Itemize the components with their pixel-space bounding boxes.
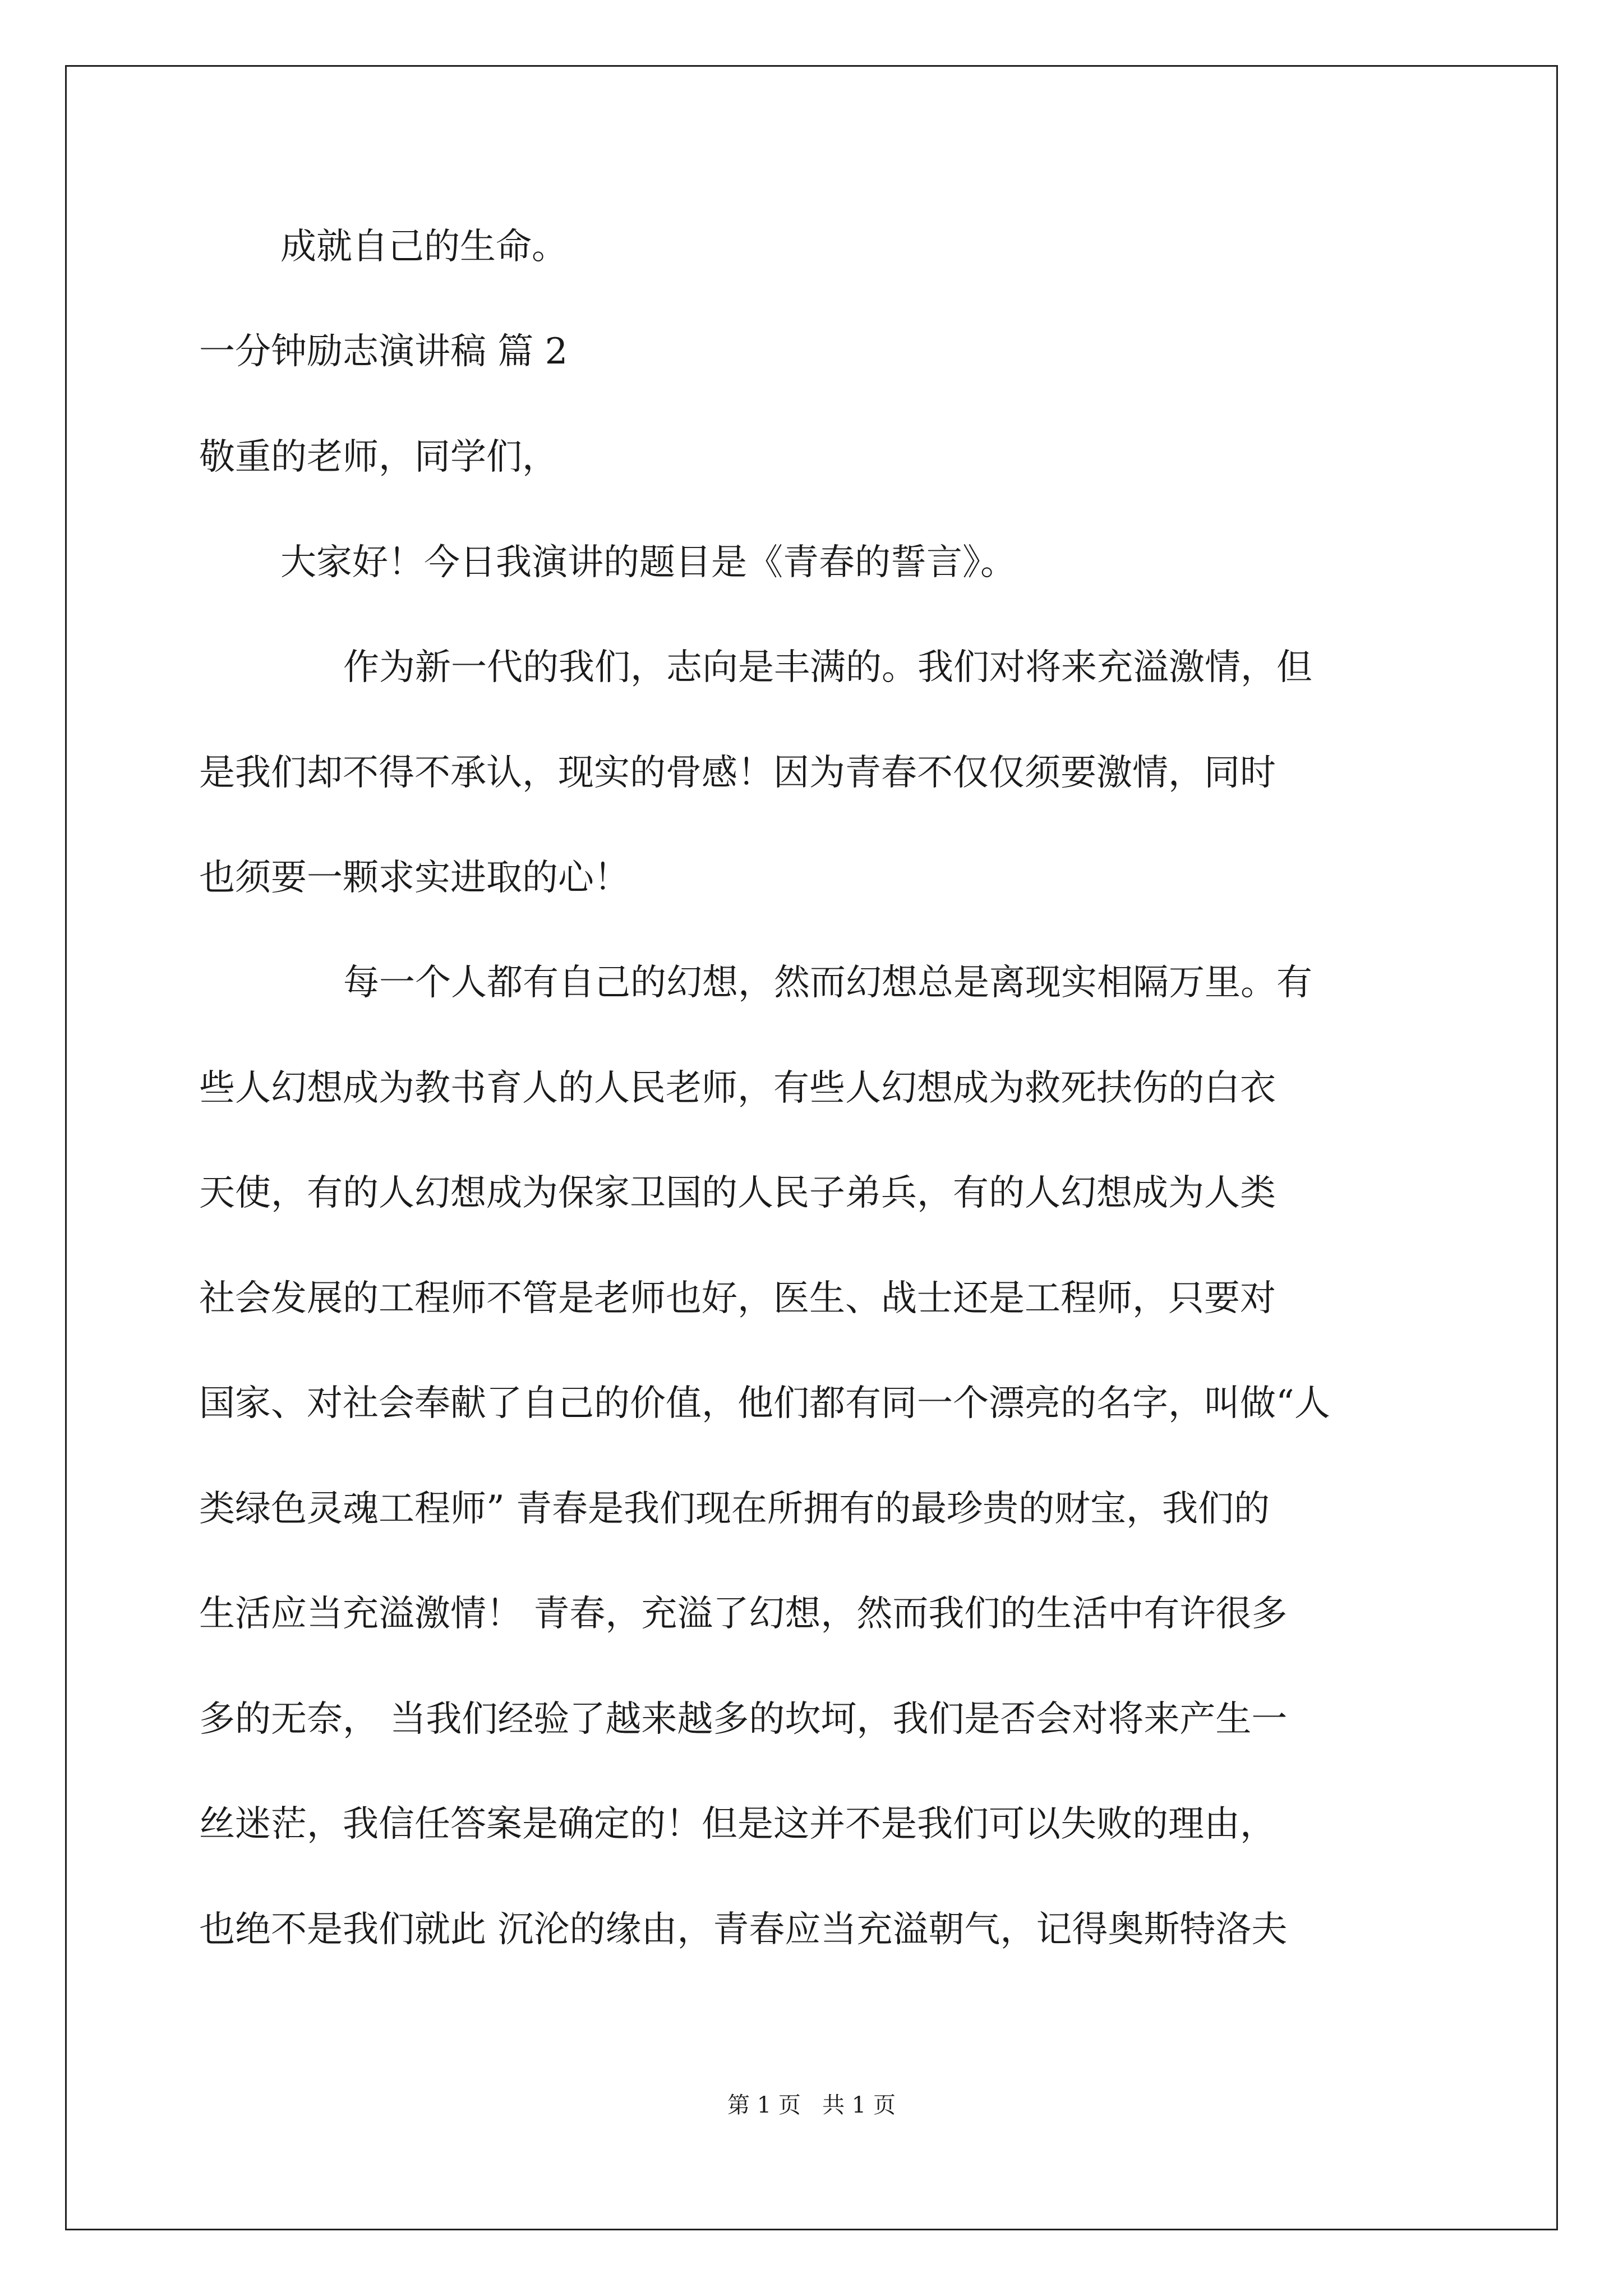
text-line: 每一个人都有自己的幻想，然而幻想总是离现实相隔万里。有	[343, 962, 1312, 1004]
text-line: 作为新一代的我们，志向是丰满的。我们对将来充溢激情，但	[343, 647, 1312, 688]
text-line: 些人幻想成为教书育人的人民老师，有些人幻想成为救死扶伤的白衣	[199, 1068, 1276, 1109]
text-line: 也绝不是我们就此 沉沦的缘由，青春应当充溢朝气，记得奥斯特洛夫	[199, 1909, 1288, 1950]
text-line: 社会发展的工程师不管是老师也好，医生、战士还是工程师，只要对	[199, 1278, 1276, 1319]
page-footer: 第 1 页 共 1 页	[727, 2092, 896, 2118]
salutation: 敬重的老师，同学们，	[199, 436, 558, 478]
text-line: 成就自己的生命。	[280, 226, 568, 268]
text-line: 也须要一颗求实进取的心！	[199, 857, 630, 899]
text-line: 多的无奈， 当我们经验了越来越多的坎坷，我们是否会对将来产生一	[199, 1699, 1288, 1740]
text-line: 大家好！今日我演讲的题目是《青春的誓言》。	[280, 542, 1016, 583]
section-heading: 一分钟励志演讲稿 篇 2	[199, 331, 568, 372]
text-line: 生活应当充溢激情！ 青春，充溢了幻想，然而我们的生活中有许很多	[199, 1593, 1288, 1635]
page-border	[65, 65, 1558, 2230]
text-line: 国家、对社会奉献了自己的价值，他们都有同一个漂亮的名字，叫做“人	[199, 1383, 1330, 1424]
text-line: 丝迷茫，我信任答案是确定的！但是这并不是我们可以失败的理由，	[199, 1803, 1276, 1845]
text-line: 是我们却不得不承认，现实的骨感！因为青春不仅仅须要激情，同时	[199, 752, 1276, 794]
text-line: 天使，有的人幻想成为保家卫国的人民子弟兵，有的人幻想成为人类	[199, 1172, 1276, 1214]
text-line: 类绿色灵魂工程师” 青春是我们现在所拥有的最珍贵的财宝，我们的	[199, 1488, 1270, 1530]
